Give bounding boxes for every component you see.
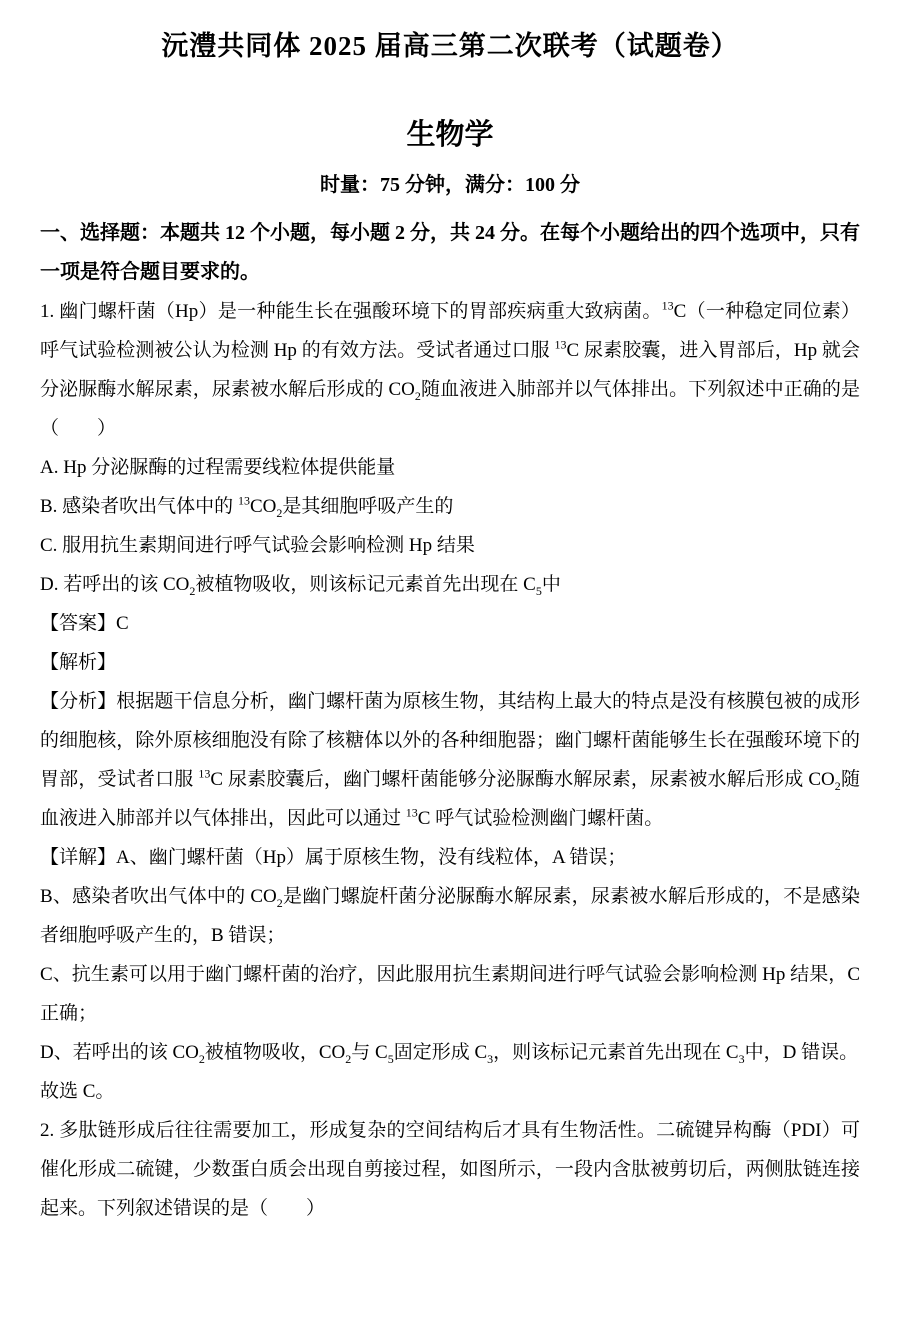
question-1-detail-c: C、抗生素可以用于幽门螺杆菌的治疗，因此服用抗生素期间进行呼气试验会影响检测 Hp 结果，C 正确； [40,964,860,1025]
subject-title: 生物学 [406,119,494,152]
question-1-analysis-label: 【解析】 [40,652,117,674]
question-1-detail-d: D、若呼出的该 $CO_2$被植物吸收，$CO_2$与 $C_5$固定形成 $C_3$，则该标记元素首先出现在 $C_3$中，D 错误。 [40,1042,859,1067]
question-1-stem: 1. 幽门螺杆菌（Hp）是一种能生长在强酸环境下的胃部疾病重大致病菌。$^{13}$C（一种稳定同位素）呼气试验检测被公认为检测 Hp 的有效方法。受试者通过口服 $^{13}$C 尿素胶囊，进入胃部后，Hp 就会分泌脲酶水解尿素，尿素被水解后形成的 $CO_2$随血液进入肺部并以气体排出。下列叙述中正确的是（ ） [40,298,860,440]
question-1-conclusion: 故选 C。 [40,1081,115,1103]
question-1-option-c: C. 服用抗生素期间进行呼气试验会影响检测 Hp 结果 [40,535,475,557]
question-2-stem: 2. 多肽链形成后往往需要加工，形成复杂的空间结构后才具有生物活性。二硫键异构酶（PDI）可催化形成二硫键，少数蛋白质会出现自剪接过程，如图所示，一段内含肽被剪切后，两侧肽链连接起来。下列叙述错误的是（ ） [40,1120,860,1220]
question-1-option-d: D. 若呼出的该 $CO_2$被植物吸收，则该标记元素首先出现在 $C_5$中 [40,574,561,599]
question-1-option-a: A. Hp 分泌脲酶的过程需要线粒体提供能量 [40,457,396,479]
exam-info: 时量：75 分钟，满分：100 分 [320,174,580,197]
question-1-detail-b: B、感染者吹出气体中的 $CO_2$是幽门螺旋杆菌分泌脲酶水解尿素，尿素被水解后形成的，不是感染者细胞呼吸产生的，B 错误； [40,886,860,947]
section-1-heading: 一、选择题：本题共 12 个小题，每小题 2 分，共 24 分。在每个小题给出的四个选项中，只有一项是符合题目要求的。 [40,222,860,284]
answer-label: 【答案】 [40,613,117,635]
question-1-option-b: B. 感染者吹出气体中的 $^{13}CO_2$是其细胞呼吸产生的 [40,493,454,521]
question-1-analysis: 【分析】根据题干信息分析，幽门螺杆菌为原核生物，其结构上最大的特点是没有核膜包被的成形的细胞核，除外原核细胞没有除了核糖体以外的各种细胞器；幽门螺杆菌能够生长在强酸环境下的胃部，受试者口服 $^{13}$C 尿素胶囊后，幽门螺杆菌能够分泌脲酶水解尿素，尿素被水解后形成 $CO_2$随血液进入肺部并以气体排出，因此可以通过 $^{13}$C 呼气试验检测幽门螺杆菌。 [40,691,860,830]
answer-value: C [116,613,129,635]
question-1-detail-a: 【详解】A、幽门螺杆菌（Hp）属于原核生物，没有线粒体，A 错误； [40,847,627,869]
page-title: 沅澧共同体 2025 届高三第二次联考（试题卷） [161,31,739,61]
question-1-answer-line [40,604,860,643]
exam-body [40,214,860,1228]
